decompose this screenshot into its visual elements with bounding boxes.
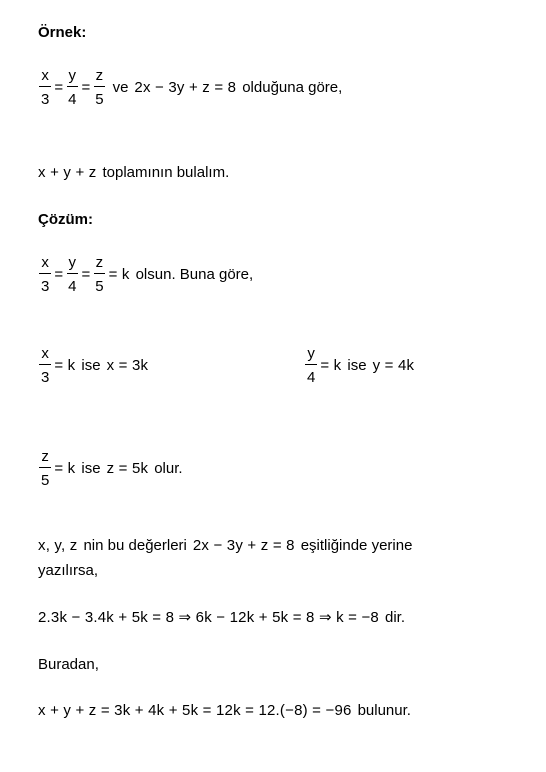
step-y-result: y = 4k bbox=[372, 357, 415, 374]
numerator: x bbox=[39, 255, 51, 274]
denominator: 5 bbox=[95, 91, 104, 108]
fraction-x-3 bbox=[39, 346, 51, 385]
solution-heading: Çözüm: bbox=[38, 211, 93, 228]
question-expression: x + y + z bbox=[38, 164, 97, 181]
numerator: y bbox=[67, 68, 79, 87]
fraction-z-5 bbox=[39, 449, 51, 488]
denominator: 3 bbox=[41, 369, 50, 386]
fraction-z-5 bbox=[93, 68, 105, 107]
numerator: y bbox=[67, 255, 79, 274]
fraction-x-3 bbox=[39, 68, 51, 107]
fraction-y-4 bbox=[66, 255, 78, 294]
equals-sign: = bbox=[81, 266, 91, 283]
fraction-y-4 bbox=[66, 68, 78, 107]
example-heading: Örnek: bbox=[38, 24, 87, 41]
final-expression: x + y + z = 3k + 4k + 5k = 12k = 12.(−8) = −96 bbox=[38, 702, 352, 719]
fraction-x-3 bbox=[39, 255, 51, 294]
numerator: z bbox=[94, 255, 106, 274]
step-x-result: x = 3k bbox=[106, 357, 149, 374]
question-text: toplamının bulalım. bbox=[102, 164, 230, 181]
final-line bbox=[38, 703, 411, 718]
substitution-text1: nin bu değerleri bbox=[83, 537, 187, 554]
solution-step-z bbox=[38, 449, 183, 488]
step1-text: olsun. Buna göre, bbox=[135, 266, 254, 283]
buradan-text: Buradan, bbox=[38, 656, 99, 673]
solution-step-y bbox=[304, 346, 414, 385]
condition-tail: olduğuna göre, bbox=[242, 79, 343, 96]
calculation-line bbox=[38, 610, 405, 625]
substitution-vars: x, y, z bbox=[38, 537, 78, 554]
substitution-line2: yazılırsa, bbox=[38, 562, 99, 579]
equals-sign: = bbox=[54, 266, 64, 283]
numerator: x bbox=[39, 346, 51, 365]
example-question bbox=[38, 165, 229, 180]
step-x-rhs: = k bbox=[54, 357, 76, 374]
numerator: x bbox=[39, 68, 51, 87]
step-z-tail: olur. bbox=[154, 460, 183, 477]
denominator: 5 bbox=[95, 278, 104, 295]
denominator: 5 bbox=[41, 472, 50, 489]
ise-text: ise bbox=[81, 357, 101, 374]
calculation-expression: 2.3k − 3.4k + 5k = 8 ⇒ 6k − 12k + 5k = 8 ⇒ k = −8 bbox=[38, 609, 379, 626]
solution-step-x bbox=[38, 346, 148, 385]
numerator: y bbox=[305, 346, 317, 365]
numerator: z bbox=[94, 68, 106, 87]
step-z-rhs: = k bbox=[54, 460, 76, 477]
connector-text: ve bbox=[112, 79, 129, 96]
step1-rhs: = k bbox=[108, 266, 130, 283]
denominator: 3 bbox=[41, 278, 50, 295]
substitution-equation: 2x − 3y + z = 8 bbox=[192, 537, 295, 554]
step-y-rhs: = k bbox=[320, 357, 342, 374]
step-z-result: z = 5k bbox=[106, 460, 149, 477]
solution-step1 bbox=[38, 255, 253, 294]
denominator: 4 bbox=[307, 369, 316, 386]
equals-sign: = bbox=[54, 79, 64, 96]
numerator: z bbox=[39, 449, 51, 468]
final-tail: bulunur. bbox=[357, 702, 411, 719]
calculation-tail: dir. bbox=[384, 609, 405, 626]
denominator: 4 bbox=[68, 278, 77, 295]
denominator: 3 bbox=[41, 91, 50, 108]
example-condition bbox=[38, 68, 342, 107]
substitution-text2: eşitliğinde yerine bbox=[300, 537, 413, 554]
ise-text: ise bbox=[347, 357, 367, 374]
fraction-z-5 bbox=[93, 255, 105, 294]
ise-text: ise bbox=[81, 460, 101, 477]
denominator: 4 bbox=[68, 91, 77, 108]
equals-sign: = bbox=[81, 79, 91, 96]
condition-equation: 2x − 3y + z = 8 bbox=[134, 79, 237, 96]
fraction-y-4 bbox=[305, 346, 317, 385]
substitution-line bbox=[38, 538, 412, 553]
